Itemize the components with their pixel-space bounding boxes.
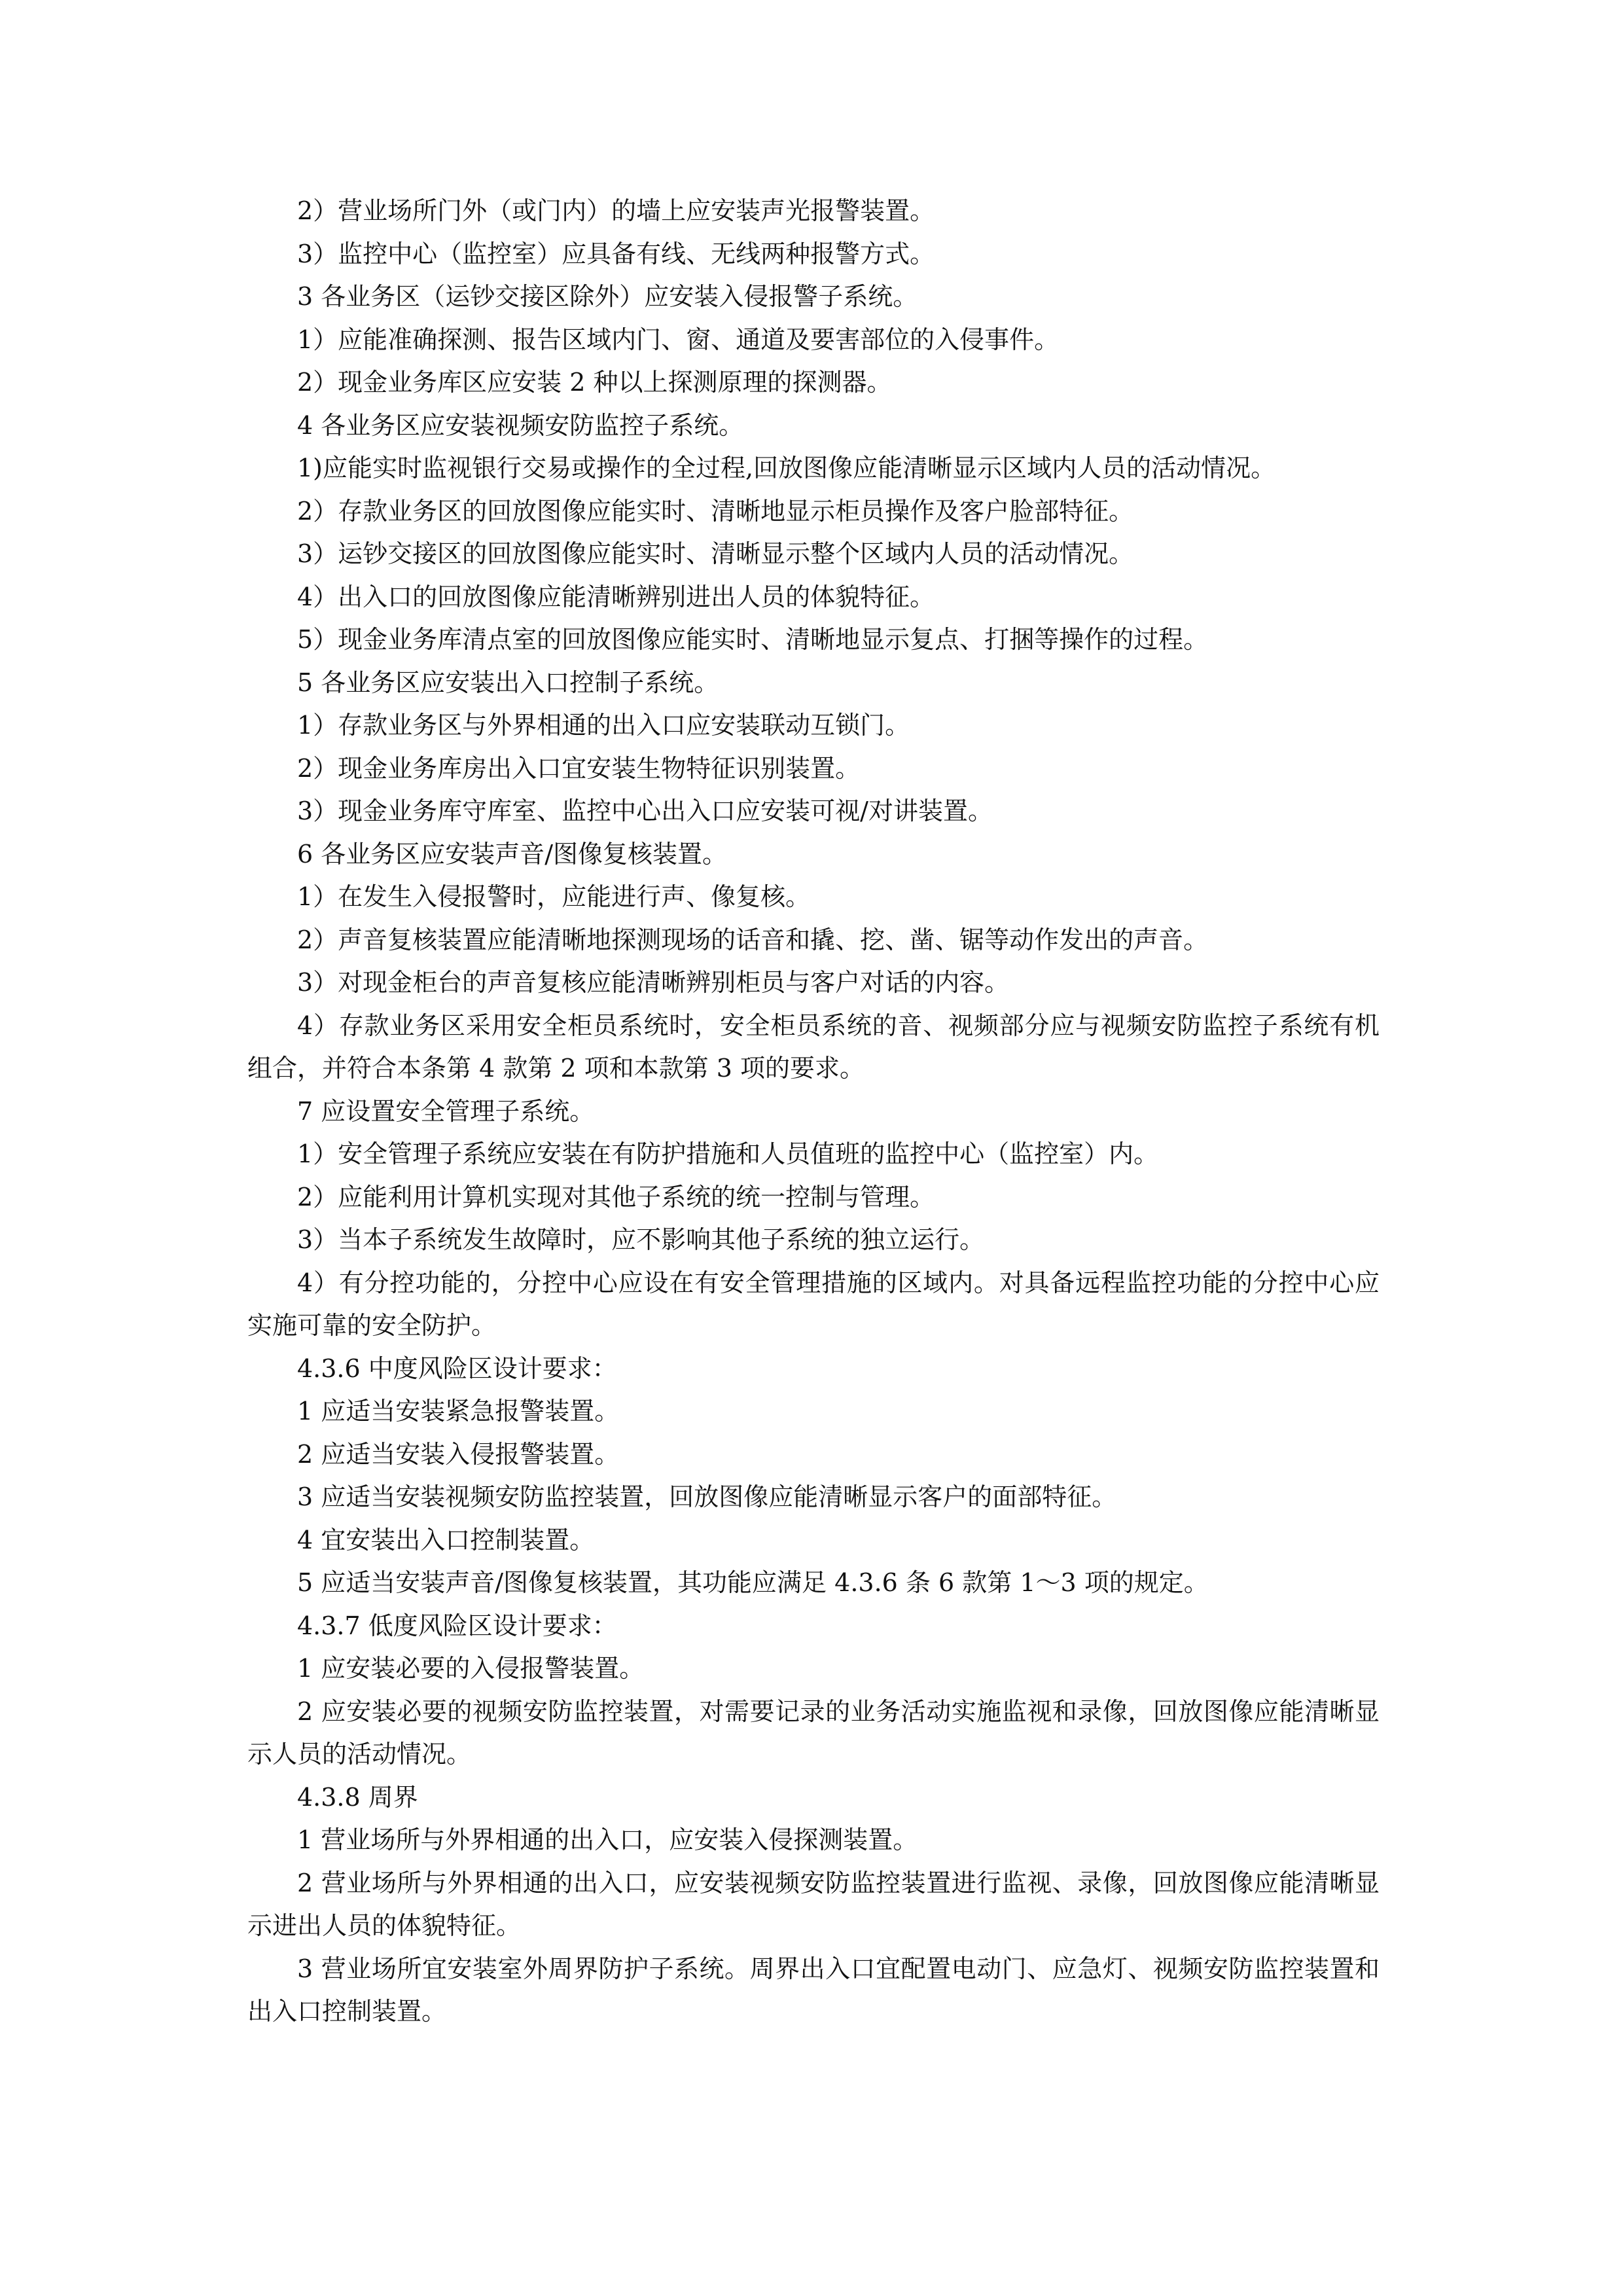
paragraph: 1 应适当安装紧急报警装置。 xyxy=(297,1397,620,1426)
paragraph: 3 营业场所宜安装室外周界防护子系统。周界出入口宜配置电动门、应急灯、视频安防监控装置和出入口控制装置。 xyxy=(247,1954,1380,2026)
paragraph: 4）有分控功能的，分控中心应设在有安全管理措施的区域内。对具备远程监控功能的分控中心应实施可靠的安全防护。 xyxy=(247,1268,1380,1340)
paragraph: 2）存款业务区的回放图像应能实时、清晰地显示柜员操作及客户脸部特征。 xyxy=(297,496,1134,526)
paragraph: 1)应能实时监视银行交易或操作的全过程,回放图像应能清晰显示区域内人员的活动情况。 xyxy=(297,454,1276,482)
paragraph: 4）存款业务区采用安全柜员系统时，安全柜员系统的音、视频部分应与视频安防监控子系统有机组合，并符合本条第 4 款第 2 项和本款第 3 项的要求。 xyxy=(247,1011,1380,1083)
paragraph: 4）出入口的回放图像应能清晰辨别进出人员的体貌特征。 xyxy=(297,582,935,611)
paragraph: 6 各业务区应安装声音/图像复核装置。 xyxy=(297,839,728,869)
paragraph: 2）营业场所门外（或门内）的墙上应安装声光报警装置。 xyxy=(297,196,935,225)
paragraph: 2）现金业务库房出入口宜安装生物特征识别装置。 xyxy=(297,753,861,783)
paragraph: 1）应能准确探测、报告区域内门、窗、通道及要害部位的入侵事件。 xyxy=(297,325,1060,354)
paragraph: 3）现金业务库守库室、监控中心出入口应安装可视/对讲装置。 xyxy=(297,797,993,825)
paragraph: 4 各业务区应安装视频安防监控子系统。 xyxy=(297,410,744,440)
paragraph: 1 应安装必要的入侵报警装置。 xyxy=(297,1654,645,1683)
paragraph: 1）在发生入侵报警时，应能进行声、像复核。 xyxy=(297,882,811,911)
paragraph: 4.3.7 低度风险区设计要求： xyxy=(297,1611,617,1640)
paragraph: 2 应安装必要的视频安防监控装置，对需要记录的业务活动实施监视和录像，回放图像应能清晰显示人员的活动情况。 xyxy=(247,1696,1380,1768)
paragraph: 2）应能利用计算机实现对其他子系统的统一控制与管理。 xyxy=(297,1182,935,1211)
paragraph: 2）声音复核装置应能清晰地探测现场的话音和撬、挖、凿、锯等动作发出的声音。 xyxy=(297,925,1209,954)
paragraph: 5 应适当安装声音/图像复核装置，其功能应满足 4.3.6 条 6 款第 1～3 项的规定。 xyxy=(297,1568,1209,1597)
paragraph: 2 营业场所与外界相通的出入口，应安装视频安防监控装置进行监视、录像，回放图像应能清晰显示进出人员的体貌特征。 xyxy=(247,1868,1380,1940)
paragraph: 4.3.6 中度风险区设计要求： xyxy=(297,1354,617,1383)
paragraph: 3）监控中心（监控室）应具备有线、无线两种报警方式。 xyxy=(297,239,935,268)
paragraph: 1 营业场所与外界相通的出入口，应安装入侵探测装置。 xyxy=(297,1825,918,1854)
paragraph: 5）现金业务库清点室的回放图像应能实时、清晰地显示复点、打捆等操作的过程。 xyxy=(297,625,1209,654)
paragraph: 7 应设置安全管理子系统。 xyxy=(297,1096,595,1126)
paragraph: 3）运钞交接区的回放图像应能实时、清晰显示整个区域内人员的活动情况。 xyxy=(297,539,1134,568)
paragraph: 3）对现金柜台的声音复核应能清晰辨别柜员与客户对话的内容。 xyxy=(297,968,1010,997)
paragraph: 1）存款业务区与外界相通的出入口应安装联动互锁门。 xyxy=(297,711,910,740)
paragraph: 2 应适当安装入侵报警装置。 xyxy=(297,1439,620,1469)
paragraph: 3）当本子系统发生故障时，应不影响其他子系统的独立运行。 xyxy=(297,1225,985,1254)
paragraph: 1）安全管理子系统应安装在有防护措施和人员值班的监控中心（监控室）内。 xyxy=(297,1139,1159,1168)
paragraph: 3 应适当安装视频安防监控装置，回放图像应能清晰显示客户的面部特征。 xyxy=(297,1482,1117,1511)
paragraph: 3 各业务区（运钞交接区除外）应安装入侵报警子系统。 xyxy=(297,282,918,311)
paragraph: 4 宜安装出入口控制装置。 xyxy=(297,1525,595,1554)
paragraph: 2）现金业务库区应安装 2 种以上探测原理的探测器。 xyxy=(297,368,892,397)
paragraph: 4.3.8 周界 xyxy=(297,1782,418,1812)
document-body xyxy=(247,190,1380,2034)
paragraph: 5 各业务区应安装出入口控制子系统。 xyxy=(297,668,719,697)
